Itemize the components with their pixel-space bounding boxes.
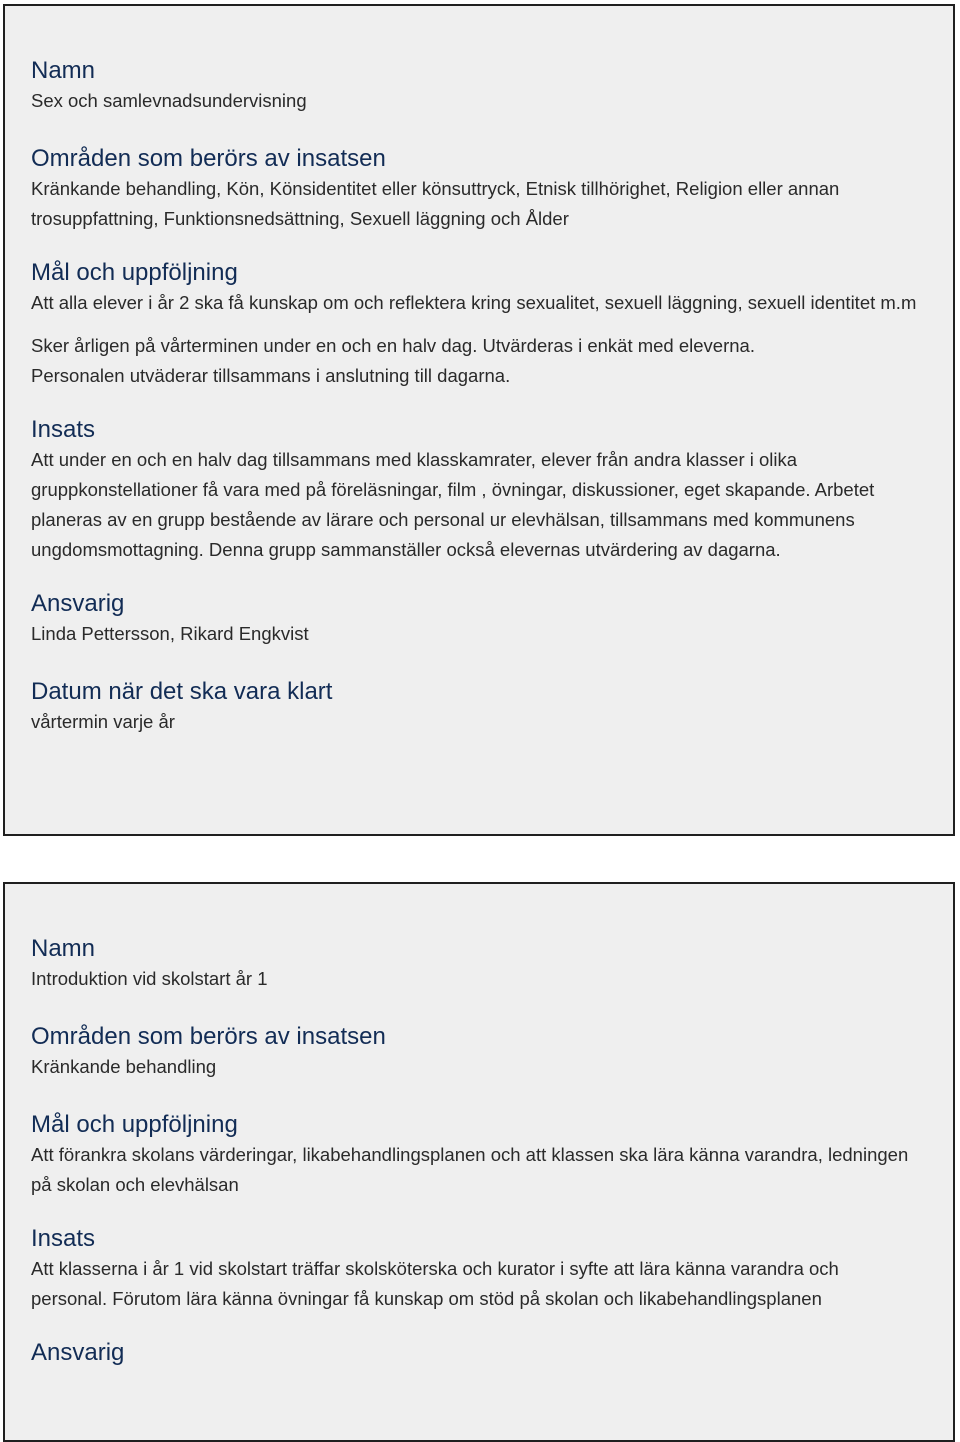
effort-heading: Insats xyxy=(31,416,96,443)
action-card-1 xyxy=(3,4,955,836)
goal-heading: Mål och uppföljning xyxy=(31,1111,238,1138)
goal-text-1: Att förankra skolans värderingar, likabehandlingsplanen och att klassen ska lära känna varandra, ledningen på skolan och elevhälsan xyxy=(31,1144,909,1195)
responsible-value: Linda Pettersson, Rikard Engkvist xyxy=(31,623,309,644)
responsible-heading: Ansvarig xyxy=(31,1339,125,1366)
date-heading: Datum när det ska vara klart xyxy=(31,678,333,705)
effort-value: Att under en och en halv dag tillsammans med klasskamrater, elever från andra klasser i olika gruppkonstellationer få vara med på föreläsningar, film , övningar, diskussioner, eget skapande. Arbetet planeras av en grupp bestående av lärare och personal ur elevhälsan, tillsammans med kommunens ungdomsmottagning. Denna grupp sammanställer också elevernas utvärdering av dagarna. xyxy=(31,449,875,560)
effort-value: Att klasserna i år 1 vid skolstart träffar skolsköterska och kurator i syfte att lära känna varandra och personal. Förutom lära känna övningar få kunskap om stöd på skolan och likabehandlingsplanen xyxy=(31,1258,839,1309)
areas-value: Kränkande behandling xyxy=(31,1056,217,1077)
effort-heading: Insats xyxy=(31,1225,96,1252)
goal-text-1: Att alla elever i år 2 ska få kunskap om och reflektera kring sexualitet, sexuell läggning, sexuell identitet m.m xyxy=(31,292,917,313)
areas-heading: Områden som berörs av insatsen xyxy=(31,145,386,172)
areas-value: Kränkande behandling, Kön, Könsidentitet eller könsuttryck, Etnisk tillhörighet, Religion eller annan trosuppfattning, Funktionsnedsättning, Sexuell läggning och Ålder xyxy=(31,178,840,229)
date-value: vårtermin varje år xyxy=(31,711,175,732)
name-heading: Namn xyxy=(31,57,96,84)
action-card-2 xyxy=(3,882,955,1442)
responsible-heading: Ansvarig xyxy=(31,590,125,617)
name-value: Sex och samlevnadsundervisning xyxy=(31,90,307,111)
areas-heading: Områden som berörs av insatsen xyxy=(31,1023,386,1050)
goal-text-2: Sker årligen på vårterminen under en och en halv dag. Utvärderas i enkät med eleverna. Personalen utväderar tillsammans i anslutning till dagarna. xyxy=(31,335,755,386)
name-heading: Namn xyxy=(31,935,96,962)
name-value: Introduktion vid skolstart år 1 xyxy=(31,968,268,989)
goal-heading: Mål och uppföljning xyxy=(31,259,238,286)
